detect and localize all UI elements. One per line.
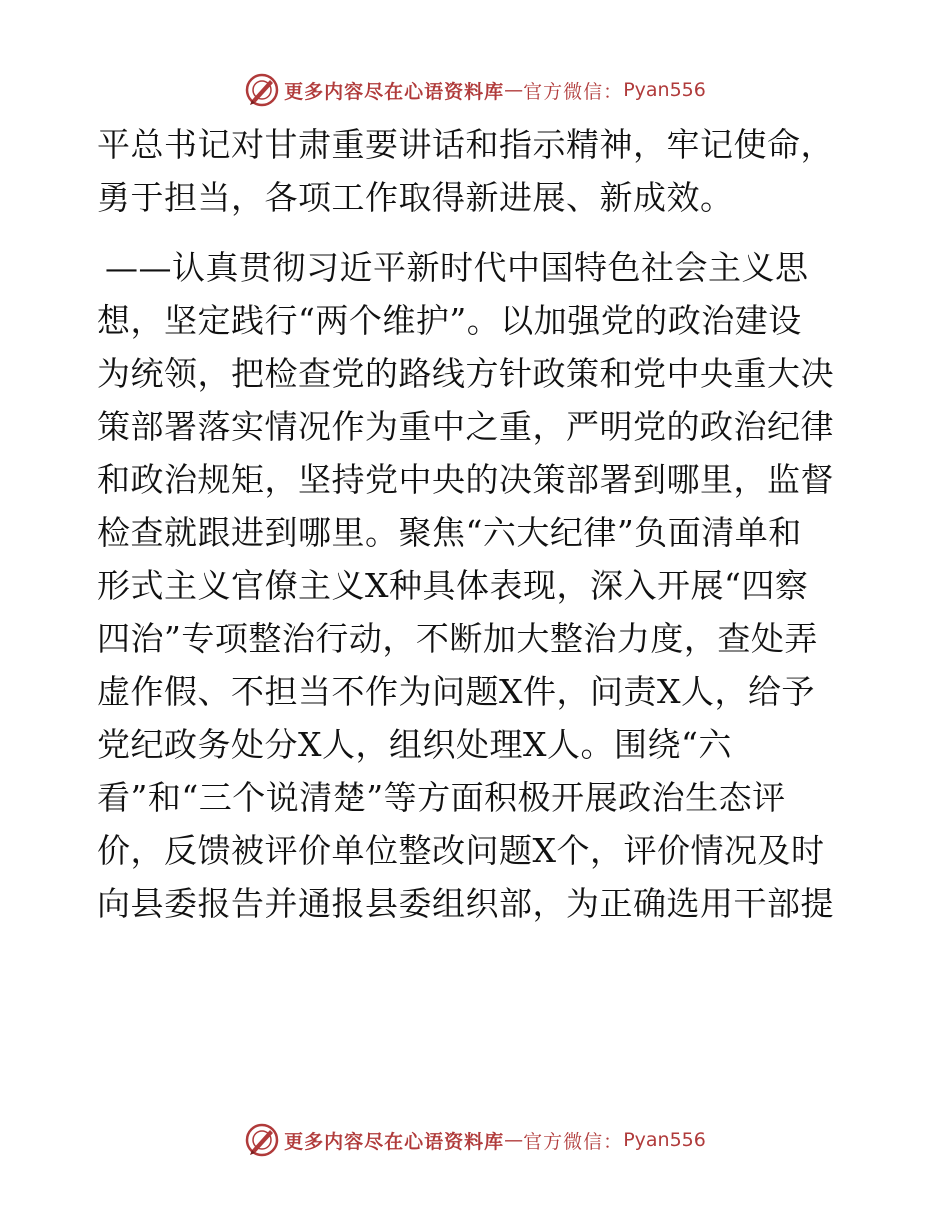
pen-logo-icon	[244, 72, 280, 108]
body-line-13: 看”和“三个说清楚”等方面积极开展政治生态评	[97, 778, 786, 817]
body-line-9: 形式主义官僚主义X种具体表现，深入开展“四察	[97, 566, 809, 605]
watermark-id: Pyan556	[623, 79, 706, 101]
body-line-15: 向县委报告并通报县委组织部，为正确选用干部提	[97, 884, 834, 923]
body-line-7: 和政治规矩，坚持党中央的决策部署到哪里，监督	[97, 460, 834, 499]
footer-watermark	[0, 1120, 950, 1160]
body-line-5: 为统领，把检查党的路线方针政策和党中央重大决	[97, 354, 834, 393]
body-line-14: 价，反馈被评价单位整改问题X个，评价情况及时	[97, 831, 825, 870]
watermark-dash: —	[504, 79, 524, 101]
watermark-title: 更多内容尽在心语资料库	[284, 80, 505, 103]
body-line-10: 四治”专项整治行动，不断加大整治力度，查处弄	[97, 619, 818, 658]
watermark-dash: —	[504, 1129, 524, 1151]
header-watermark	[0, 70, 950, 110]
watermark-subtitle: 官方微信：	[523, 1130, 624, 1153]
watermark-subtitle: 官方微信：	[523, 80, 624, 103]
body-line-4: 想，坚定践行“两个维护”。以加强党的政治建设	[97, 301, 802, 340]
body-line-12: 党纪政务处分X人，组织处理X人。围绕“六	[97, 725, 732, 764]
body-line-6: 策部署落实情况作为重中之重，严明党的政治纪律	[97, 407, 834, 446]
body-line-1: 平总书记对甘肃重要讲话和指示精神，牢记使命，	[97, 125, 834, 164]
document-body	[97, 118, 857, 930]
body-line-8: 检查就跟进到哪里。聚焦“六大纪律”负面清单和	[97, 513, 802, 552]
body-line-11: 虚作假、不担当不作为问题X件，问责X人，给予	[97, 672, 815, 711]
pen-logo-icon	[244, 1122, 280, 1158]
body-line-3: ——认真贯彻习近平新时代中国特色社会主义思	[105, 248, 809, 287]
body-line-2: 勇于担当，各项工作取得新进展、新成效。	[97, 178, 734, 217]
watermark-id: Pyan556	[623, 1129, 706, 1151]
watermark-title: 更多内容尽在心语资料库	[284, 1130, 505, 1153]
